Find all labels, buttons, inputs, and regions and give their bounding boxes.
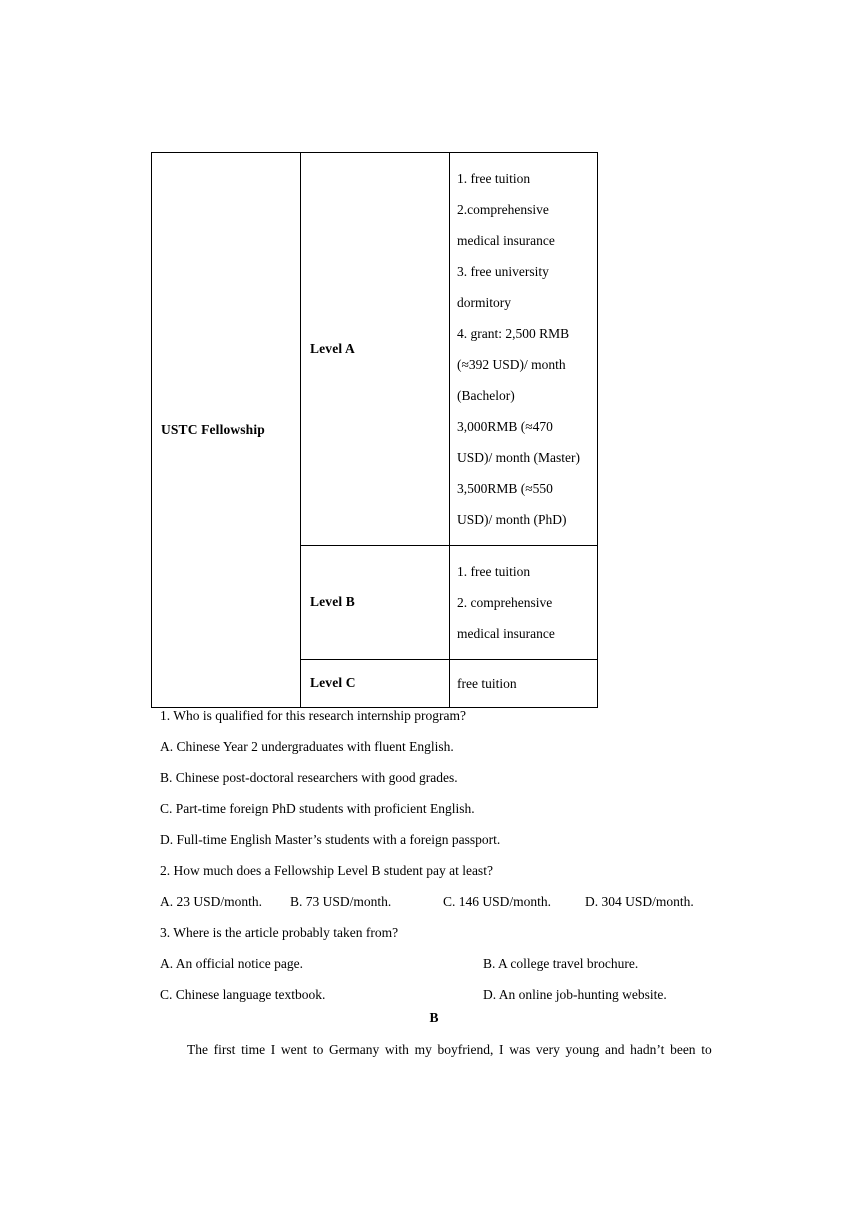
program-name-label: USTC Fellowship [161,421,265,437]
question-3-option-a[interactable]: A. An official notice page. [160,956,303,971]
detail-line: 2.comprehensive [457,202,549,217]
level-c-label: Level C [310,675,356,691]
question-2-option-b[interactable]: B. 73 USD/month. [290,894,392,909]
question-3-options-row-1 [160,948,860,979]
question-3-option-d[interactable]: D. An online job-hunting website. [483,987,667,1002]
level-a-details [450,153,597,545]
program-name-cell [152,153,301,708]
detail-line: medical insurance [457,626,555,641]
question-1-option-a[interactable]: A. Chinese Year 2 undergraduates with fluent English. [160,739,454,754]
question-2-stem: 2. How much does a Fellowship Level B student pay at least? [160,863,493,878]
question-3-stem: 3. Where is the article probably taken from? [160,925,399,940]
detail-line: (Bachelor) [457,388,515,403]
question-1-stem: 1. Who is qualified for this research internship program? [160,708,467,723]
question-1-option-d[interactable]: D. Full-time English Master’s students with a foreign passport. [160,832,501,847]
detail-line: medical insurance [457,233,555,248]
detail-line: dormitory [457,295,511,310]
question-3-option-b[interactable]: B. A college travel brochure. [483,956,639,971]
detail-line: 3,000RMB (≈470 [457,419,553,434]
level-b-cell [301,546,450,660]
detail-line: 1. free tuition [457,564,531,579]
detail-line: 3. free university [457,264,549,279]
level-a-details-cell [450,153,598,546]
question-2-option-d[interactable]: D. 304 USD/month. [585,894,694,909]
level-a-cell [301,153,450,546]
question-2-option-c[interactable]: C. 146 USD/month. [443,894,552,909]
detail-line: (≈392 USD)/ month [457,357,566,372]
section-b-heading: B [429,1010,439,1025]
questions-block [160,700,860,1010]
question-1-option-b[interactable]: B. Chinese post-doctoral researchers with good grades. [160,770,458,785]
detail-line: USD)/ month (Master) [457,450,580,465]
detail-line: free tuition [457,675,517,691]
section-b-paragraph: The first time I went to Germany with my boyfriend, I was very young and hadn’t been to [187,1042,712,1057]
level-b-details-cell [450,546,598,660]
level-b-details [450,546,597,659]
detail-line: 3,500RMB (≈550 [457,481,553,496]
detail-line: 2. comprehensive [457,595,553,610]
level-a-label: Level A [310,340,355,356]
question-2-option-a[interactable]: A. 23 USD/month. [160,894,263,909]
fellowship-table [151,152,598,708]
question-3-option-c[interactable]: C. Chinese language textbook. [160,987,326,1002]
question-1-option-c[interactable]: C. Part-time foreign PhD students with proficient English. [160,801,475,816]
detail-line: 4. grant: 2,500 RMB [457,326,570,341]
table-row [152,153,598,546]
detail-line: 1. free tuition [457,171,531,186]
question-2-options [160,886,860,917]
question-3-options-row-2 [160,979,860,1010]
level-b-label: Level B [310,594,355,610]
detail-line: USD)/ month (PhD) [457,512,567,527]
